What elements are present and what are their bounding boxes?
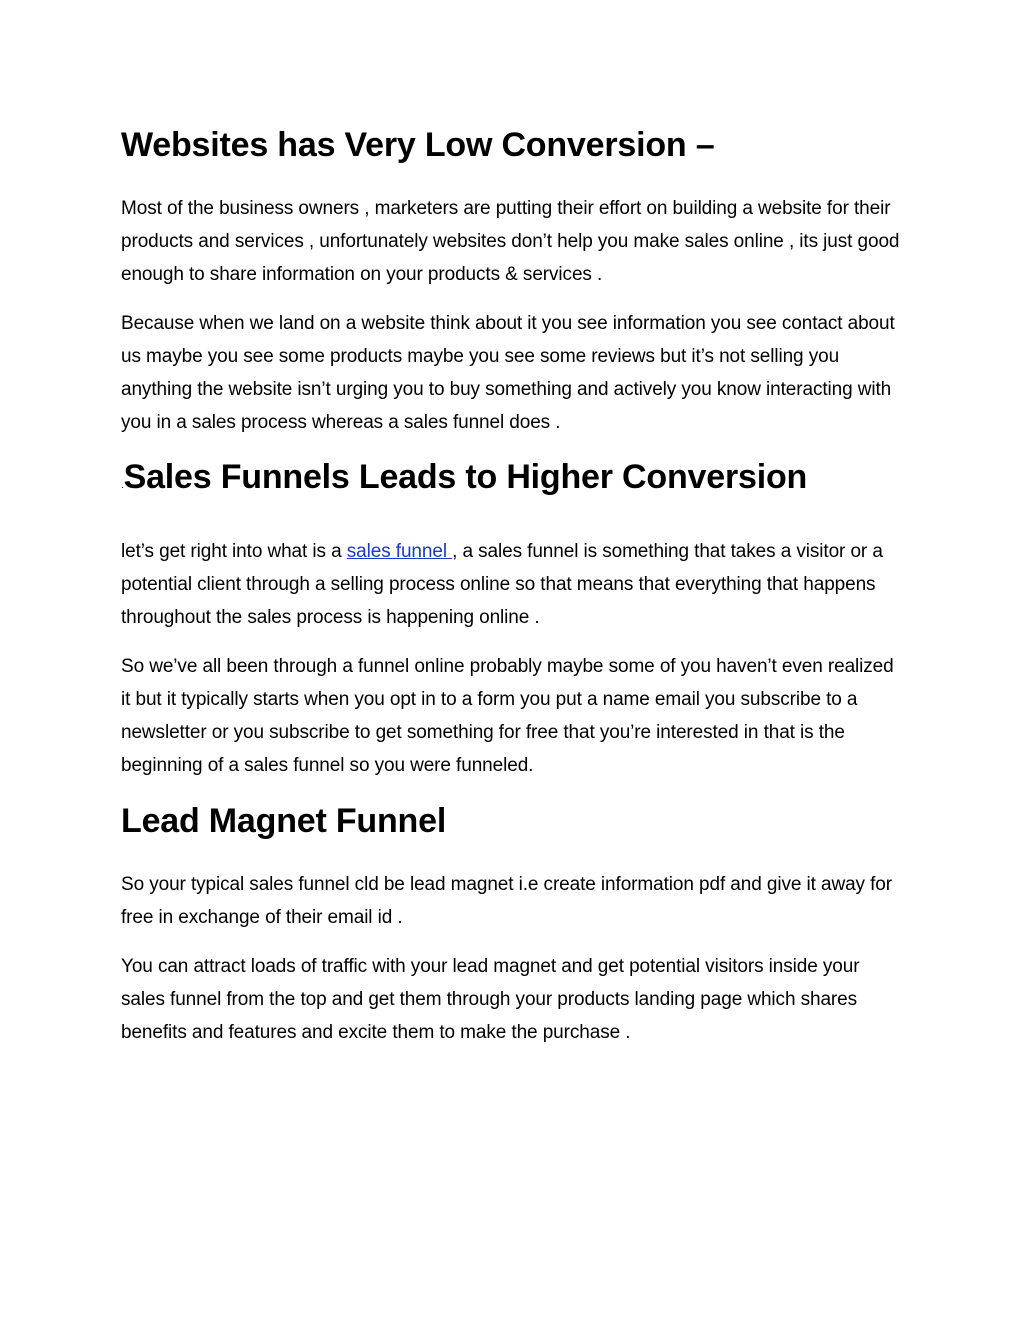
paragraph-attract-traffic: You can attract loads of traffic with your lead magnet and get potential visitors inside your sales funnel from the top and get them through your products landing page which shares benefits and features and excite them to make the purchase . [121, 956, 860, 1043]
heading-prefix-dot: . [121, 480, 124, 491]
heading-websites-low-conversion: Websites has Very Low Conversion – [121, 126, 715, 164]
paragraph-business-owners: Most of the business owners , marketers are putting their effort on building a website for their products and services , unfortunately websites don’t help you make sales online , its just good enough to share information on your products & services . [121, 198, 900, 285]
paragraph-text-before-link: let’s get right into what is a [121, 541, 347, 562]
heading-lead-magnet-funnel: Lead Magnet Funnel [121, 802, 447, 840]
paragraph-website-not-selling: Because when we land on a website think about it you see information you see contact about us maybe you see some products maybe you see some reviews but it’s not selling you anything the website isn’t urging you to buy something and actively you know interacting with you in a sales process whereas a sales funnel does . [121, 313, 895, 433]
paragraph-funnel-online-experience: So we’ve all been through a funnel online probably maybe some of you haven’t even realized it but it typically starts when you opt in to a form you put a name email you subscribe to a newsletter or you subscribe to get something for free that you’re interested in that is the beginning of a sales funnel so you were funneled. [121, 656, 894, 776]
heading-sales-funnels-conversion [121, 455, 901, 508]
paragraph-lead-magnet-pdf: So your typical sales funnel cld be lead magnet i.e create information pdf and give it away for free in exchange of their email id . [121, 874, 892, 928]
document-page [121, 110, 901, 1065]
paragraph-what-is-sales-funnel [121, 535, 901, 634]
heading-sales-funnels-text: Sales Funnels Leads to Higher Conversion [123, 458, 808, 496]
paragraph-text-after-link: , a sales funnel is something that takes a visitor or a potential client through a selling process online so that means that everything that happens throughout the sales process is happening online . [121, 541, 883, 628]
sales-funnel-link[interactable]: sales funnel [346, 541, 453, 562]
